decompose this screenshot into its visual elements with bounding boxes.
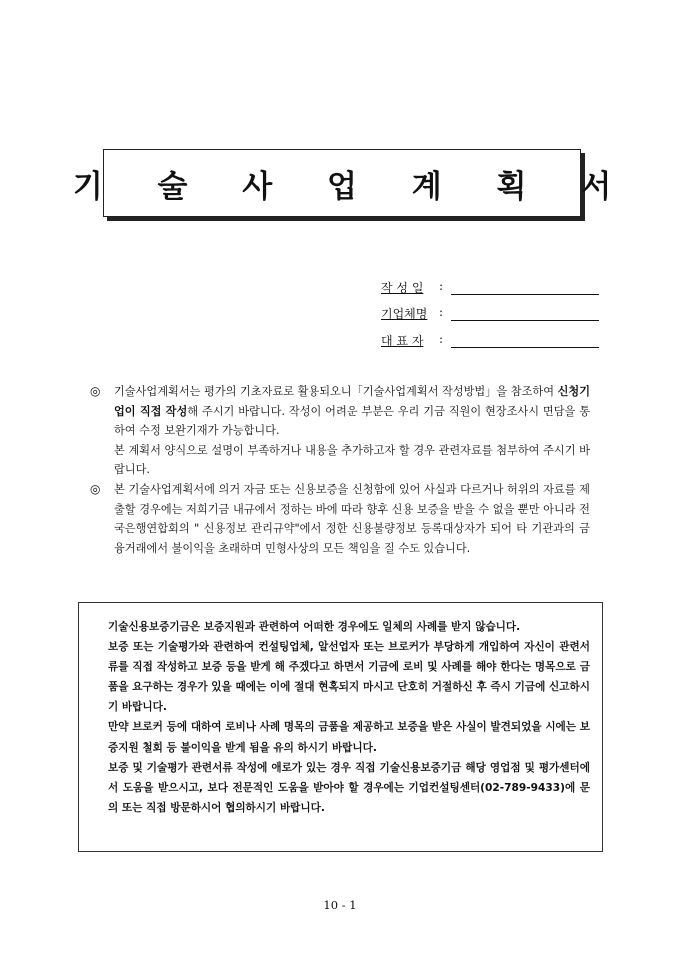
warning-paragraph-3: 만약 브로커 등에 대하여 로비나 사례 명목의 금품을 제공하고 보증을 받은 사실이 발견되었을 시에는 보증지원 철회 등 불이익을 받게 됨을 유의 하시기 바랍니다. xyxy=(108,721,590,754)
double-circle-icon: ◎ xyxy=(90,384,101,398)
warning-box xyxy=(78,602,603,852)
company-label: 기업체명 xyxy=(381,307,428,321)
warning-paragraph-2: 보증 또는 기술평가와 관련하여 컨설팅업체, 알선업자 또는 브로커가 부당하게 개입하여 자신이 관련서류를 직접 작성하고 보증 등을 받게 해 주겠다고 하면서 기금에 로비 및 사례를 해야 한다는 명목으로 금품을 요구하는 경우가 있을 때에는 이에 절대 현혹되지 마시고 단호히 거절하신 후 즉시 기금에 신고하시기 바랍니다. xyxy=(108,641,590,714)
company-line xyxy=(451,320,599,321)
page-number: 10 - 1 xyxy=(323,898,357,912)
ceo-line xyxy=(451,347,599,348)
ceo-colon: : xyxy=(439,332,444,346)
date-colon: : xyxy=(439,279,444,293)
title-box xyxy=(72,149,634,217)
notice-1-part2: 해 주시기 바랍니다. 작성이 어려운 부분은 우리 기금 직원이 현장조사시 면담을 통하여 수정 보완기재가 가능합니다. xyxy=(114,404,591,438)
ceo-label: 대 표 자 xyxy=(381,334,424,348)
notice-2 xyxy=(90,480,590,558)
company-field xyxy=(381,305,599,323)
date-field xyxy=(381,279,599,297)
notice-1-text xyxy=(114,382,590,441)
notice-1-bold: 신청기업이 직접 작성 xyxy=(114,385,590,418)
warning-paragraph-1: 기술신용보증기금은 보증지원과 관련하여 어떠한 경우에도 일체의 사례를 받지 않습니다. xyxy=(108,621,521,633)
notice-1-part1: 기술사업계획서는 평가의 기초자료로 활용되오니「기술사업계획서 작성방법」을 참조하여 xyxy=(114,385,558,398)
date-line xyxy=(451,294,599,295)
double-circle-icon: ◎ xyxy=(90,481,101,496)
company-colon: : xyxy=(439,305,444,319)
warning-paragraph-4: 보증 및 기술평가 관련서류 작성에 애로가 있는 경우 직접 기술신용보증기금 해당 영업점 및 평가센터에서 도움을 받으시고, 보다 전문적인 도움을 받아야 할 경우에는 기업컨설팅센터(02-789-9433)에 문의 또는 직접 방문하시어 협의하시기 바랍니다. xyxy=(108,761,590,814)
notice-2-text: 본 기술사업계획서에 의거 자금 또는 신용보증을 신청함에 있어 사실과 다르거나 허위의 자료를 제출할 경우에는 저희기금 내규에서 정하는 바에 따라 향후 신용 보증을 받을 수 없을 뿐만 아니라 전국은행연합회의 " 신용정보 관리규약"에서 정한 신용불량정보 등록대상자가 되어 타 기관과의 금융거래에서 불이익을 초래하며 민형사상의 모든 책임을 질 수도 있습니다. xyxy=(114,482,590,555)
notices xyxy=(90,382,590,558)
ceo-field xyxy=(381,332,599,350)
notice-1 xyxy=(90,382,590,480)
date-label: 작 성 일 xyxy=(381,281,424,295)
notice-1-part3: 본 계획서 양식으로 설명이 부족하거나 내용을 추가하고자 할 경우 관련자료를 첨부하여 주시기 바랍니다. xyxy=(114,443,590,477)
document-title: 기 술 사 업 계 획 서 xyxy=(72,168,634,205)
